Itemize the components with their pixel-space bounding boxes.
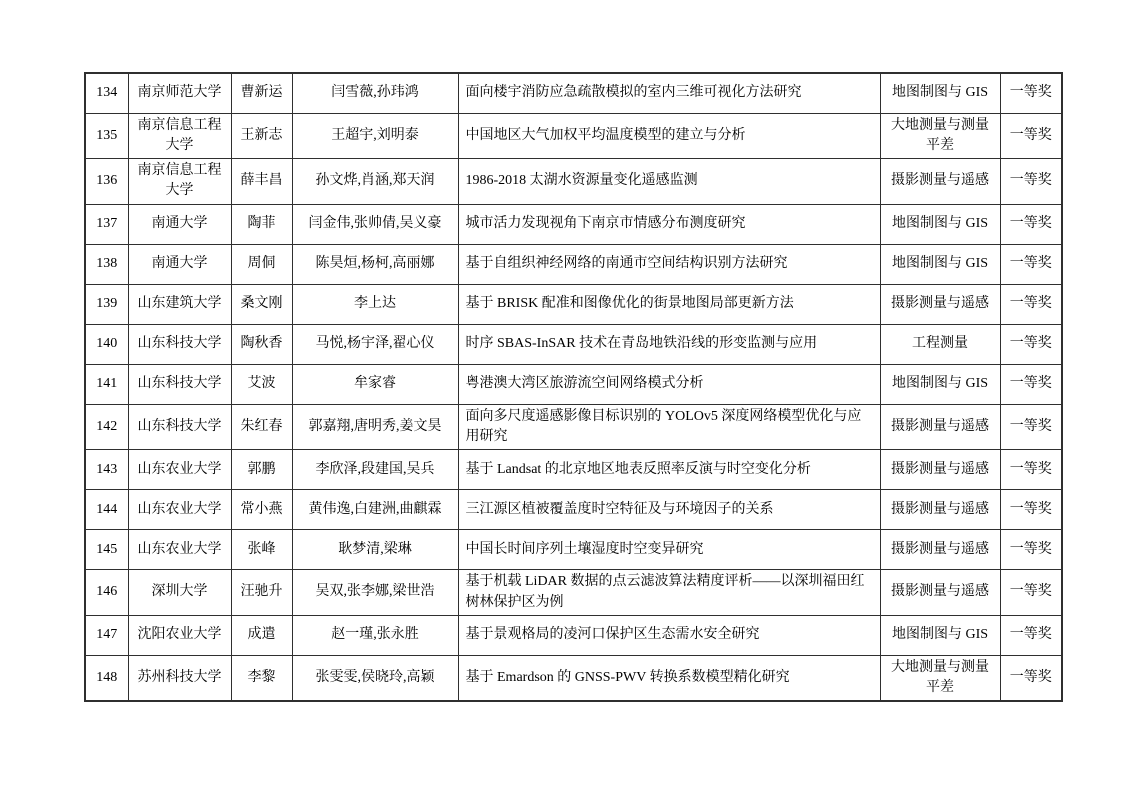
category-cell: 地图制图与 GIS: [880, 204, 1000, 244]
category-cell: 摄影测量与遥感: [880, 404, 1000, 450]
award-level-cell: 一等奖: [1000, 113, 1062, 159]
award-level-cell: 一等奖: [1000, 404, 1062, 450]
university-cell: 山东农业大学: [128, 450, 231, 490]
team-members-cell: 耿梦清,梁琳: [292, 530, 458, 570]
project-title-cell: 城市活力发现视角下南京市情感分布测度研究: [458, 204, 880, 244]
table-row: [85, 284, 1062, 324]
awards-table: [84, 72, 1063, 702]
award-level-cell: 一等奖: [1000, 324, 1062, 364]
team-members-cell: 马悦,杨宇泽,翟心仪: [292, 324, 458, 364]
team-members-cell: 张雯雯,侯晓玲,高颖: [292, 655, 458, 701]
project-title-cell: 基于景观格局的凌河口保护区生态需水安全研究: [458, 615, 880, 655]
serial-number-cell: 134: [85, 73, 128, 113]
team-members-cell: 吴双,张李娜,梁世浩: [292, 570, 458, 616]
project-title-cell: 面向楼宇消防应急疏散模拟的室内三维可视化方法研究: [458, 73, 880, 113]
category-cell: 摄影测量与遥感: [880, 450, 1000, 490]
advisor-name-cell: 成遣: [231, 615, 292, 655]
award-level-cell: 一等奖: [1000, 570, 1062, 616]
university-cell: 山东科技大学: [128, 404, 231, 450]
serial-number-cell: 143: [85, 450, 128, 490]
university-cell: 南通大学: [128, 244, 231, 284]
category-cell: 摄影测量与遥感: [880, 284, 1000, 324]
category-cell: 摄影测量与遥感: [880, 490, 1000, 530]
serial-number-cell: 147: [85, 615, 128, 655]
category-cell: 摄影测量与遥感: [880, 530, 1000, 570]
advisor-name-cell: 王新志: [231, 113, 292, 159]
table-row: [85, 113, 1062, 159]
table-row: [85, 490, 1062, 530]
project-title-cell: 面向多尺度遥感影像目标识别的 YOLOv5 深度网络模型优化与应用研究: [458, 404, 880, 450]
advisor-name-cell: 桑文刚: [231, 284, 292, 324]
award-level-cell: 一等奖: [1000, 615, 1062, 655]
serial-number-cell: 138: [85, 244, 128, 284]
advisor-name-cell: 汪驰升: [231, 570, 292, 616]
serial-number-cell: 146: [85, 570, 128, 616]
award-level-cell: 一等奖: [1000, 73, 1062, 113]
advisor-name-cell: 陶秋香: [231, 324, 292, 364]
advisor-name-cell: 艾波: [231, 364, 292, 404]
award-level-cell: 一等奖: [1000, 530, 1062, 570]
table-row: [85, 404, 1062, 450]
team-members-cell: 李欣泽,段建国,吴兵: [292, 450, 458, 490]
team-members-cell: 黄伟逸,白建洲,曲麒霖: [292, 490, 458, 530]
project-title-cell: 中国长时间序列土壤湿度时空变异研究: [458, 530, 880, 570]
serial-number-cell: 141: [85, 364, 128, 404]
university-cell: 沈阳农业大学: [128, 615, 231, 655]
university-cell: 山东科技大学: [128, 364, 231, 404]
serial-number-cell: 145: [85, 530, 128, 570]
university-cell: 苏州科技大学: [128, 655, 231, 701]
university-cell: 山东建筑大学: [128, 284, 231, 324]
advisor-name-cell: 常小燕: [231, 490, 292, 530]
project-title-cell: 中国地区大气加权平均温度模型的建立与分析: [458, 113, 880, 159]
serial-number-cell: 148: [85, 655, 128, 701]
university-cell: 深圳大学: [128, 570, 231, 616]
serial-number-cell: 136: [85, 159, 128, 205]
table-row: [85, 450, 1062, 490]
advisor-name-cell: 陶菲: [231, 204, 292, 244]
serial-number-cell: 140: [85, 324, 128, 364]
university-cell: 南京信息工程大学: [128, 113, 231, 159]
advisor-name-cell: 朱红春: [231, 404, 292, 450]
category-cell: 摄影测量与遥感: [880, 570, 1000, 616]
project-title-cell: 1986-2018 太湖水资源量变化遥感监测: [458, 159, 880, 205]
university-cell: 山东科技大学: [128, 324, 231, 364]
award-level-cell: 一等奖: [1000, 204, 1062, 244]
university-cell: 南通大学: [128, 204, 231, 244]
category-cell: 工程测量: [880, 324, 1000, 364]
team-members-cell: 赵一瑾,张永胜: [292, 615, 458, 655]
table-row: [85, 364, 1062, 404]
serial-number-cell: 135: [85, 113, 128, 159]
category-cell: 地图制图与 GIS: [880, 364, 1000, 404]
table-row: [85, 655, 1062, 701]
project-title-cell: 三江源区植被覆盖度时空特征及与环境因子的关系: [458, 490, 880, 530]
university-cell: 南京信息工程大学: [128, 159, 231, 205]
category-cell: 地图制图与 GIS: [880, 244, 1000, 284]
table-row: [85, 159, 1062, 205]
team-members-cell: 闫金伟,张帅倩,吴义豪: [292, 204, 458, 244]
table-row: [85, 530, 1062, 570]
category-cell: 摄影测量与遥感: [880, 159, 1000, 205]
table-row: [85, 204, 1062, 244]
project-title-cell: 粤港澳大湾区旅游流空间网络模式分析: [458, 364, 880, 404]
award-level-cell: 一等奖: [1000, 364, 1062, 404]
project-title-cell: 基于 Emardson 的 GNSS-PWV 转换系数模型精化研究: [458, 655, 880, 701]
project-title-cell: 基于 Landsat 的北京地区地表反照率反演与时空变化分析: [458, 450, 880, 490]
university-cell: 山东农业大学: [128, 490, 231, 530]
serial-number-cell: 137: [85, 204, 128, 244]
project-title-cell: 基于机载 LiDAR 数据的点云滤波算法精度评析——以深圳福田红树林保护区为例: [458, 570, 880, 616]
table-row: [85, 570, 1062, 616]
project-title-cell: 基于自组织神经网络的南通市空间结构识别方法研究: [458, 244, 880, 284]
team-members-cell: 李上达: [292, 284, 458, 324]
team-members-cell: 王超宇,刘明泰: [292, 113, 458, 159]
table-row: [85, 73, 1062, 113]
category-cell: 大地测量与测量平差: [880, 113, 1000, 159]
project-title-cell: 时序 SBAS-InSAR 技术在青岛地铁沿线的形变监测与应用: [458, 324, 880, 364]
university-cell: 山东农业大学: [128, 530, 231, 570]
serial-number-cell: 139: [85, 284, 128, 324]
award-level-cell: 一等奖: [1000, 159, 1062, 205]
advisor-name-cell: 郭鹏: [231, 450, 292, 490]
team-members-cell: 孙文烨,肖涵,郑天润: [292, 159, 458, 205]
table-row: [85, 615, 1062, 655]
awards-table-body: [85, 73, 1062, 701]
award-level-cell: 一等奖: [1000, 655, 1062, 701]
team-members-cell: 闫雪薇,孙玮鸿: [292, 73, 458, 113]
serial-number-cell: 144: [85, 490, 128, 530]
award-level-cell: 一等奖: [1000, 490, 1062, 530]
category-cell: 大地测量与测量平差: [880, 655, 1000, 701]
advisor-name-cell: 周侗: [231, 244, 292, 284]
award-level-cell: 一等奖: [1000, 284, 1062, 324]
award-level-cell: 一等奖: [1000, 450, 1062, 490]
table-row: [85, 244, 1062, 284]
category-cell: 地图制图与 GIS: [880, 615, 1000, 655]
team-members-cell: 陈昊烜,杨柯,高丽娜: [292, 244, 458, 284]
category-cell: 地图制图与 GIS: [880, 73, 1000, 113]
advisor-name-cell: 张峰: [231, 530, 292, 570]
advisor-name-cell: 薛丰昌: [231, 159, 292, 205]
advisor-name-cell: 李黎: [231, 655, 292, 701]
team-members-cell: 牟家睿: [292, 364, 458, 404]
project-title-cell: 基于 BRISK 配准和图像优化的街景地图局部更新方法: [458, 284, 880, 324]
team-members-cell: 郭嘉翔,唐明秀,姜文昊: [292, 404, 458, 450]
serial-number-cell: 142: [85, 404, 128, 450]
advisor-name-cell: 曹新运: [231, 73, 292, 113]
award-level-cell: 一等奖: [1000, 244, 1062, 284]
university-cell: 南京师范大学: [128, 73, 231, 113]
table-row: [85, 324, 1062, 364]
